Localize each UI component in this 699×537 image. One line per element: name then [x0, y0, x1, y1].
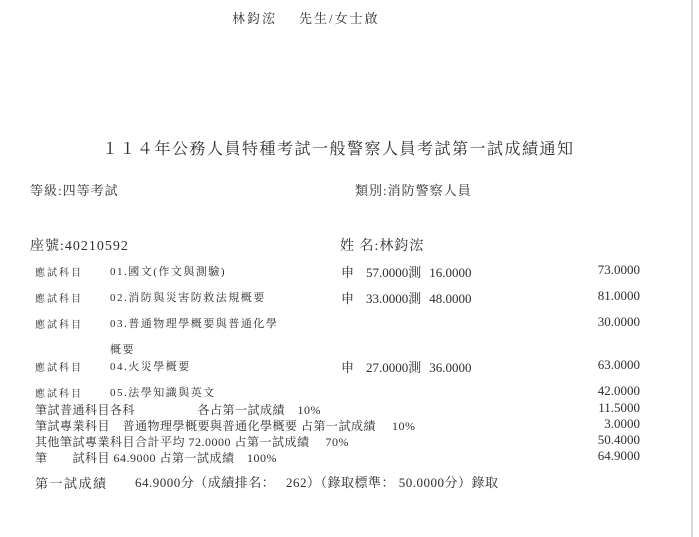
- summary-row: [0, 448, 699, 463]
- final-result-detail: 64.9000分（成績排名： 262）（錄取標準： 50.0000分）錄取: [135, 475, 499, 490]
- addressee-line: [232, 8, 380, 27]
- summary-value: 3.0000: [604, 416, 640, 431]
- category-value: 消防警察人員: [387, 183, 472, 198]
- seat-label: 座號:: [30, 239, 65, 254]
- level-value: 四等考試: [62, 183, 119, 198]
- subject-row: [0, 357, 699, 373]
- subject-row-label: 應試科目: [35, 294, 83, 305]
- subject-name: 01.國文(作文與測驗): [110, 266, 227, 278]
- subject-name: 02.消防與災害防救法規概要: [110, 292, 266, 304]
- subject-name: 04.火災學概要: [110, 361, 191, 373]
- subject-part-scores: [341, 357, 472, 376]
- subject-total-score: 30.0000: [597, 314, 640, 329]
- subject-row: [0, 314, 699, 330]
- seat-value: 40210592: [64, 239, 129, 254]
- test-score: 48.0000: [429, 291, 472, 306]
- summary-value: 11.5000: [598, 400, 640, 415]
- subject-total-score: 63.0000: [597, 357, 640, 372]
- meta-row-seat-name: [0, 235, 699, 253]
- subject-name-wrap: 概要: [110, 344, 135, 356]
- subject-total-score: 81.0000: [597, 288, 640, 303]
- subject-part-scores: [341, 262, 472, 281]
- field-level: [30, 180, 119, 199]
- written-score: 57.0000: [366, 265, 409, 280]
- field-seat-number: [30, 235, 129, 255]
- final-result-row: [0, 472, 699, 490]
- subject-name: 05.法學知識與英文: [110, 387, 216, 399]
- summary-text: 筆試專業科目 普通物理學概要與普通化學概要 占第一試成績 10%: [35, 419, 416, 433]
- subject-total-score: 73.0000: [597, 262, 640, 277]
- written-label: 申: [341, 265, 355, 280]
- subject-row-label: 應試科目: [35, 320, 83, 331]
- test-score: 36.0000: [429, 360, 472, 375]
- test-label: 測: [408, 360, 422, 375]
- name-label: 姓 名:: [340, 239, 380, 254]
- field-category: [355, 180, 472, 199]
- meta-row-level-category: [0, 180, 699, 198]
- subject-row: [0, 383, 699, 399]
- subject-row: [0, 288, 699, 304]
- level-label: 等級:: [30, 183, 63, 198]
- summary-value: 64.9000: [597, 448, 640, 463]
- written-label: 申: [341, 291, 355, 306]
- summary-row: [0, 416, 699, 431]
- written-label: 申: [341, 360, 355, 375]
- summary-row: [0, 432, 699, 447]
- written-score: 33.0000: [366, 291, 409, 306]
- subject-row-label: 應試科目: [35, 268, 83, 279]
- summary-text: 筆 試科目 64.9000 占第一試成績 100%: [35, 451, 277, 465]
- summary-row: [0, 400, 699, 415]
- subject-row-label: 應試科目: [35, 389, 83, 400]
- test-score: 16.0000: [429, 265, 472, 280]
- subject-row-label: 應試科目: [35, 363, 83, 374]
- summary-text: 其他筆試專業科目合計平均 72.0000 占第一試成績 70%: [35, 435, 349, 449]
- subject-row: [0, 262, 699, 278]
- summary-value: 50.4000: [597, 432, 640, 447]
- addressee-suffix: 先生/女士啟: [299, 11, 380, 26]
- final-result-label: 第一試成績: [35, 476, 108, 491]
- test-label: 測: [408, 265, 422, 280]
- test-label: 測: [408, 291, 422, 306]
- subject-total-score: 42.0000: [597, 383, 640, 398]
- notice-title: １１４年公務人員特種考試一般警察人員考試第一試成績通知: [102, 141, 575, 158]
- subject-part-scores: [341, 288, 472, 307]
- written-score: 27.0000: [366, 360, 409, 375]
- category-label: 類別:: [355, 183, 388, 198]
- addressee-name: 林鈞浤: [232, 11, 278, 26]
- field-candidate-name: [340, 235, 424, 255]
- summary-text: 筆試普通科目各科 各占第一試成績 10%: [35, 403, 321, 417]
- name-value: 林鈞浤: [379, 239, 425, 254]
- subject-name: 03.普通物理學概要與普通化學: [110, 318, 279, 330]
